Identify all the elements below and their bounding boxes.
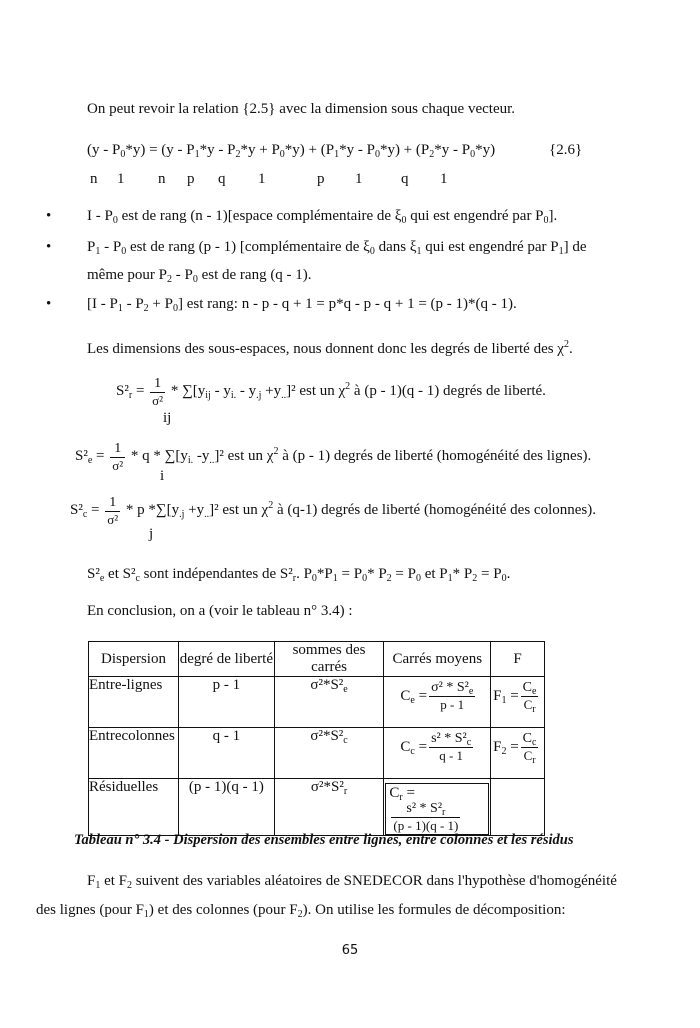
table-row <box>89 779 545 836</box>
fraction <box>429 681 475 711</box>
row-ss: $\sigma^2*S^2_r$ <box>274 779 384 836</box>
dispersion-table <box>88 641 545 836</box>
formula-lhs: $S^2_e$ = <box>75 448 105 467</box>
independence-text: $S^2_e$ et $S^2_c$ sont indépendantes de $S^2_r$. $P_0*P_1 = P_0*$ $P_2 = P_0$ et $P_1*$ $P_2 = P_0$. <box>87 566 511 584</box>
table-caption: Tableau n° 3.4 - Dispersion des ensembles entre lignes, entre colonnes et les résidus <box>74 832 574 848</box>
row-cm <box>384 779 491 836</box>
cm-lhs: $C_c$ = <box>400 738 428 757</box>
fraction-numerator: $s^2 * S^2_c$ <box>431 731 472 748</box>
bullet-1: I - $P_0$ est de rang (n - 1)[espace complémentaire de $\xi_0$ qui est engendré par $P_0$]. <box>87 208 558 226</box>
dim-label: 1 <box>355 171 363 187</box>
table-header: Carrés moyens <box>384 642 491 677</box>
row-cm <box>384 677 491 728</box>
final-text-line-2: des lignes (pour $F_1$) et des colonnes (pour $F_2$). On utilise les formules de décomposition: <box>36 902 566 920</box>
table-row <box>89 677 545 728</box>
fraction <box>105 496 120 526</box>
dim-label: 1 <box>258 171 266 187</box>
fraction <box>110 442 125 472</box>
bullet-icon: • <box>46 296 52 312</box>
fraction <box>429 732 473 762</box>
table-header: Dispersion <box>89 642 179 677</box>
sum-index: ij <box>163 410 172 426</box>
conclusion-text: En conclusion, on a (voir le tableau n° 3.4) : <box>87 603 353 619</box>
fraction <box>521 731 539 766</box>
fraction-denominator: $C_r$ <box>521 747 539 762</box>
f-lhs: $F_1$ = <box>493 687 519 706</box>
bullet-3: $[I - P_1 - P_2 + P_0]$ est rang: n - p - q + 1 = p*q - p - q + 1 = (p - 1)*(q - 1). <box>87 296 517 314</box>
intro-text: On peut revoir la relation {2.5} avec la dimension sous chaque vecteur. <box>87 101 516 117</box>
fraction-numerator: 1 <box>154 376 162 391</box>
fraction <box>150 377 165 407</box>
fraction-numerator: $C_c$ <box>522 731 537 748</box>
row-ss: $\sigma^2*S^2_e$ <box>274 677 384 728</box>
cm-lhs: $C_e$ = <box>400 687 428 706</box>
fraction-denominator: $C_r$ <box>521 696 539 711</box>
row-f <box>491 677 545 728</box>
formula-body: * $\sum[y_{ij} - y_{i.} - y_{.j} +y_{..}]^2$ est un $\chi^2$ à (p - 1)(q - 1) degrés de liberté. <box>170 381 546 402</box>
row-name: Entre-lignes <box>89 677 179 728</box>
dim-label: n <box>90 171 98 187</box>
bullet-icon: • <box>46 208 52 224</box>
sum-index: i <box>160 468 165 484</box>
fraction-denominator: q - 1 <box>429 747 473 762</box>
cm-lhs: $C_r$ = <box>389 785 415 804</box>
fraction-numerator: $C_e$ <box>522 680 537 697</box>
fraction <box>391 802 460 832</box>
fraction-denominator: σ² <box>107 512 119 527</box>
formula-sc <box>70 496 596 526</box>
bullet-icon: • <box>46 239 52 255</box>
dim-label: n <box>158 171 166 187</box>
table-header: F <box>491 642 545 677</box>
bullet-2: $P_1 - P_0$ est de rang (p - 1) [complémentaire de $\xi_0$ dans $\xi_1$ qui est engendré par $P_1$] de <box>87 239 587 257</box>
row-df: p - 1 <box>178 677 274 728</box>
table-row <box>89 728 545 779</box>
f-lhs: $F_2$ = <box>493 738 519 757</box>
equation-2-6: $(y - P_0*y) = (y - P_1*y - P_2*y + P_0*y) + (P_1*y - P_0*y) + (P_2*y - P_0*y)$ <box>87 142 496 160</box>
cm-boxed <box>385 783 489 835</box>
sum-index: j <box>149 526 154 542</box>
dim-label: p <box>317 171 325 187</box>
fraction-numerator: 1 <box>109 495 117 510</box>
row-ss: $\sigma^2*S^2_c$ <box>274 728 384 779</box>
formula-lhs: $S^2_c$ = <box>70 502 100 521</box>
fraction-numerator: 1 <box>114 441 122 456</box>
fraction-denominator: (p - 1)(q - 1) <box>393 818 459 834</box>
fraction-denominator: σ² <box>152 393 164 408</box>
formula-sr <box>116 377 546 407</box>
fraction-denominator: σ² <box>112 458 124 473</box>
fraction-denominator: p - 1 <box>429 696 475 711</box>
row-f <box>491 728 545 779</box>
formula-se <box>75 442 591 472</box>
formula-body: * p $*\sum[y_{.j} +y_{..}]^2$ est un $\chi^2$ à (q-1) degrés de liberté (homogénéité des colonnes). <box>125 500 596 521</box>
equation-ref: {2.6} <box>549 142 583 158</box>
row-name: Résiduelles <box>89 779 179 836</box>
fraction <box>521 680 539 715</box>
table-header-row <box>89 642 545 677</box>
dim-label: p <box>187 171 195 187</box>
row-name: Entrecolonnes <box>89 728 179 779</box>
page-number: 65 <box>341 943 359 958</box>
fraction-numerator: $s^2 * S^2_r$ <box>406 801 446 819</box>
row-f-empty <box>491 779 545 836</box>
dimensions-text: Les dimensions des sous-espaces, nous donnent donc les degrés de liberté des $\chi^2$. <box>87 339 573 357</box>
dim-label: 1 <box>117 171 125 187</box>
row-df: q - 1 <box>178 728 274 779</box>
table-header: degré de liberté <box>178 642 274 677</box>
row-df: (p - 1)(q - 1) <box>178 779 274 836</box>
row-cm <box>384 728 491 779</box>
table-header: sommes des carrés <box>274 642 384 677</box>
dim-label: q <box>218 171 226 187</box>
dim-label: q <box>401 171 409 187</box>
formula-lhs: $S^2_r$ = <box>116 383 145 402</box>
final-text-line-1: $F_1$ et $F_2$ suivent des variables aléatoires de SNEDECOR dans l'hypothèse d'homogénéité <box>87 873 617 891</box>
formula-body: * q * $\sum[y_{i.}$ $-y_{..}]^2$ est un $\chi^2$ à (p - 1) degrés de liberté (homogénéité des lignes). <box>130 446 592 467</box>
dim-label: 1 <box>440 171 448 187</box>
bullet-2-continuation: même pour $P_2 - P_0$ est de rang (q - 1). <box>87 267 312 285</box>
fraction-numerator: $\sigma^2 * S^2_e$ <box>431 680 474 697</box>
